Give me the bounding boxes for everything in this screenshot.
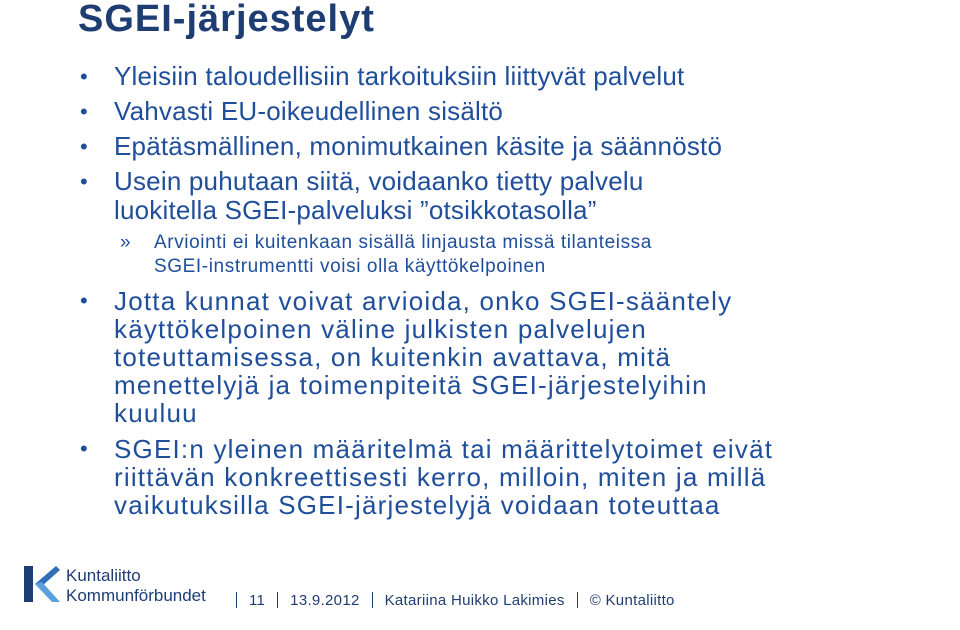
- footer-divider: [372, 592, 373, 608]
- bullet-text: vaikutuksilla SGEI-järjestelyjä voidaan toteuttaa: [114, 490, 721, 520]
- sub-bullet-icon: »: [120, 232, 132, 253]
- logo-name-fi: Kuntaliitto: [66, 566, 141, 585]
- sub-bullet-text: Arviointi ei kuitenkaan sisällä linjausta missä tilanteissa: [154, 232, 652, 253]
- bullet-text: Jotta kunnat voivat arvioida, onko SGEI-sääntely: [114, 286, 733, 316]
- kuntaliitto-logo-icon: [22, 562, 62, 606]
- bullet-item: [80, 287, 940, 427]
- bullet-icon: •: [80, 288, 89, 313]
- slide-title: SGEI-järjestelyt: [78, 0, 375, 40]
- bullet-text: SGEI:n yleinen määritelmä tai määrittelytoimet eivät: [114, 434, 774, 464]
- page-number: 11: [249, 592, 266, 609]
- footer-copyright: © Kuntaliitto: [589, 592, 675, 609]
- bullet-icon: •: [80, 64, 88, 89]
- bullet-text: luokitella SGEI-palveluksi ”otsikkotasolla”: [114, 195, 597, 225]
- kuntaliitto-logo: [22, 562, 242, 616]
- footer-divider: [577, 592, 578, 608]
- footer-date: 13.9.2012: [290, 592, 360, 609]
- bullet-text: riittävän konkreettisesti kerro, milloin, miten ja millä: [114, 462, 767, 492]
- bullet-item: [80, 62, 940, 91]
- bullet-list: [80, 62, 940, 525]
- bullet-icon: •: [80, 134, 88, 159]
- slide-footer: [236, 592, 675, 609]
- footer-author: Katariina Huikko Lakimies: [384, 592, 565, 609]
- bullet-text: käyttökelpoinen väline julkisten palvelujen: [114, 314, 647, 344]
- sub-bullet-text: SGEI-instrumentti voisi olla käyttökelpoinen: [154, 256, 546, 277]
- bullet-item: [80, 132, 940, 161]
- bullet-icon: •: [80, 169, 88, 194]
- bullet-text: menettelyjä ja toimenpiteitä SGEI-järjestelyihin: [114, 370, 708, 400]
- sub-bullet-item: [120, 231, 940, 279]
- footer-divider: [236, 592, 237, 608]
- bullet-text: Epätäsmällinen, monimutkainen käsite ja säännöstö: [114, 131, 723, 161]
- bullet-item: [80, 435, 940, 519]
- bullet-item: [80, 97, 940, 126]
- bullet-text: Usein puhutaan siitä, voidaanko tietty palvelu: [114, 166, 644, 196]
- logo-name-sv: Kommunförbundet: [66, 586, 206, 605]
- bullet-text: Yleisiin taloudellisiin tarkoituksiin liittyvät palvelut: [114, 61, 685, 91]
- bullet-text: kuuluu: [114, 398, 198, 428]
- bullet-text: Vahvasti EU-oikeudellinen sisältö: [114, 96, 504, 126]
- bullet-icon: •: [80, 99, 88, 124]
- bullet-item: [80, 167, 940, 225]
- footer-divider: [277, 592, 278, 608]
- bullet-text: toteuttamisessa, on kuitenkin avattava, mitä: [114, 342, 672, 372]
- bullet-icon: •: [80, 436, 89, 461]
